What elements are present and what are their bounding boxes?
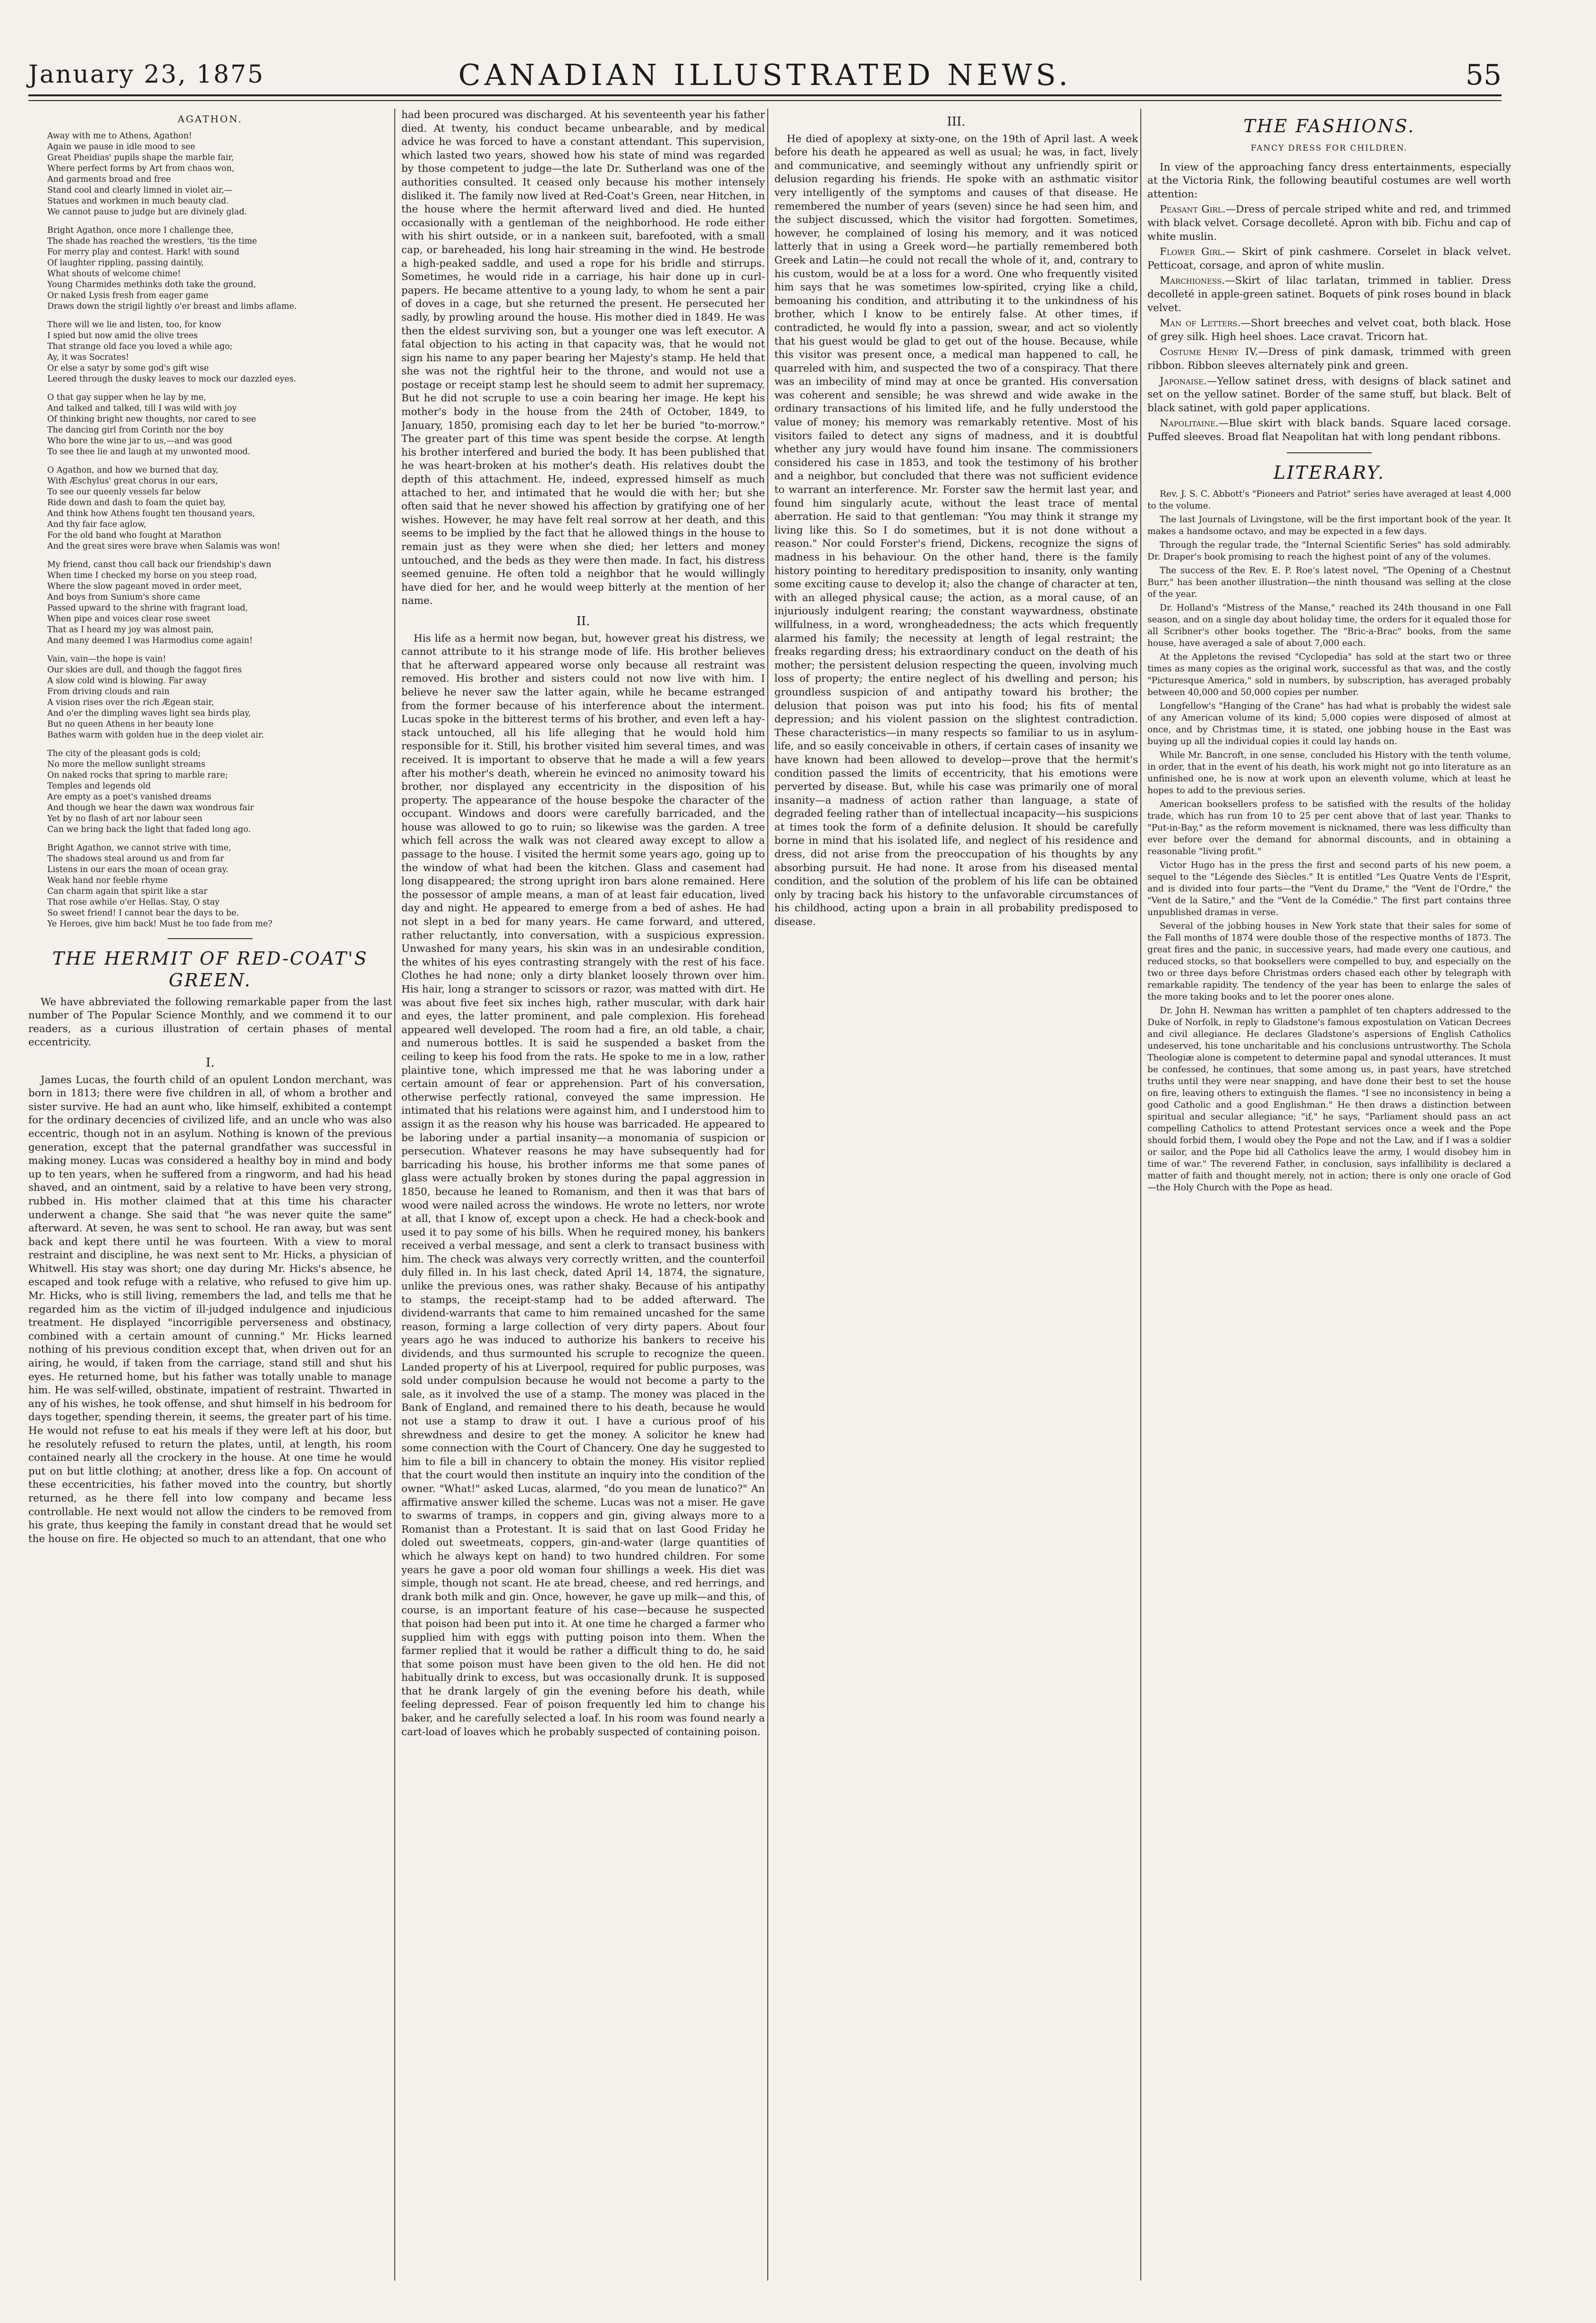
- poem-line: For merry play and contest. Hark! with sound: [47, 247, 240, 257]
- poem-line: The shadows steal around us and from far: [47, 854, 224, 864]
- poem-line: From driving clouds and rain: [47, 687, 170, 696]
- poem-line: And garments broad and free: [47, 174, 171, 184]
- literary-list: [1147, 488, 1511, 1194]
- poem-line: Statues and workmen in much beauty clad.: [47, 196, 229, 206]
- literary-note: Rev. J. S. C. Abbott's "Pioneers and Patriot" series have averaged at least 4,000 to the volume.: [1147, 489, 1511, 511]
- fashion-item-name: Japonaise.: [1160, 375, 1207, 387]
- poem-stanza: [47, 392, 392, 458]
- poem-line: Ye Heroes, give him back! Must he too fade from me?: [47, 919, 272, 929]
- fashion-item-text: —Blue skirt with black bands. Square laced corsage. Puffed sleeves. Broad flat Neapolitan hat with long pendant ribbons.: [1147, 417, 1511, 443]
- literary-note: Victor Hugo has in the press the first and second parts of his new poem, a sequel to the "Légende des Siècles." It is entitled "Les Quatre Vents de l'Esprit, and is divided into four parts—the "Vent du Drame," the "Vent de l'Ordre," the "Vent de la Satire," and the "Vent de la Comédie." The first part contains three unpublished dramas in verse.: [1147, 860, 1511, 918]
- poem-line: There will we lie and listen, too, for know: [47, 320, 221, 330]
- poem-line: Yet by no flash of art nor labour seen: [47, 814, 203, 823]
- poem-line: Are empty as a poet's vanished dreams: [47, 792, 212, 802]
- fashion-item: [1147, 203, 1511, 244]
- poem-stanza: [47, 465, 392, 552]
- poem-line: A slow cold wind is blowing. Far away: [47, 676, 207, 686]
- poem-line: And thy fair face aglow,: [47, 519, 146, 529]
- poem-line: Ay, it was Socrates!: [47, 352, 129, 362]
- fashions-intro: In view of the approaching fancy dress entertainments, especially at the Victoria Rink, the following beautiful costumes are well worth attention:: [1147, 161, 1511, 200]
- poem-agathon: [47, 131, 392, 930]
- column-divider: [767, 109, 768, 2281]
- literary-note: The success of the Rev. E. P. Roe's latest novel, "The Opening of a Chestnut Burr," has been another illustration—the ninth thousand was selling at the close of the year.: [1147, 566, 1511, 600]
- poem-line: The shade has reached the wrestlers, 'tis the time: [47, 236, 257, 246]
- fashion-item: [1147, 317, 1511, 344]
- section-numeral: III.: [947, 115, 966, 129]
- poem-stanza: [47, 843, 392, 930]
- poem-line: Who bore the wine jar to us,—and was good: [47, 436, 232, 446]
- masthead-rule: [28, 94, 1502, 101]
- poem-line: O Agathon, and how we burned that day,: [47, 465, 219, 475]
- section-separator: [1287, 452, 1372, 453]
- poem-line: Vain, vain—the hope is vain!: [47, 654, 166, 664]
- fashion-item-name: Napolitaine.: [1160, 417, 1219, 430]
- section-title-literary: LITERARY.: [1273, 462, 1385, 483]
- article-paragraph: James Lucas, the fourth child of an opulent London merchant, was born in 1813; there were five children in all, of whom a brother and sister survive. He had an aunt who, like himself, exhibited a contempt for the ordinary decencies of civilized life, and an uncle who was also eccentric, though not in an asylum. Nothing is known of the previous generation, except that the paternal grandfather was successful in making money. Lucas was considered a healthy boy in mind and body up to ten years, when he suffered from a ringworm, and had his head shaved, and an ointment, said by a relative to have been very strong, rubbed in. His mother claimed that at this time his character underwent a change. She said that "he was never quite the same" afterward. At seven, he was sent to school. He ran away, but was sent back and kept there until he was fourteen. With a view to moral restraint and discipline, he was next sent to Mr. Hicks, a physician of Whitwell. His stay was short; one day during Mr. Hicks's absence, he escaped and took refuge with a relative, who refused to give him up. Mr. Hicks, who is still living, remembers the lad, and tells me that he regarded him as the victim of ill-judged indulgence and injudicious treatment. He displayed "incorrigible perverseness and obstinacy, combined with a certain amount of cunning." Mr. Hicks learned nothing of his previous condition except that, when driven out for an airing, he would, if taken from the carriage, stand still and shut his eyes. He returned home, but his father was totally unable to manage him. He was self-willed, obstinate, impatient of restraint. Thwarted in any of his wishes, he took offense, and shut himself in his bedroom for days together, spending therein, it seems, the greater part of his time. He would not refuse to eat his meals if they were left at his door, but he resolutely refused to return the plates, until, at length, his room contained nearly all the crockery in the house. At one time he would put on but little clothing; at another, dress like a fop. On account of these eccentricities, his father moved into the country, but shortly returned, as he there fell into low company and became less controllable. He next would not allow the cinders to be removed from his grate, thus keeping the family in constant dread that he would set the house on fire. He objected so much to an attendant, that one who: [28, 1074, 392, 1545]
- fashion-item-text: — Skirt of pink cashmere. Corselet in black velvet. Petticoat, corsage, and apron of white muslin.: [1147, 246, 1511, 271]
- poem-stanza: [47, 654, 392, 741]
- literary-note: Longfellow's "Hanging of the Crane" has had what is probably the widest sale of any American volume of its kind; 5,000 copies were disposed of almost at once, and by Christmas time, it is stated, one jobbing house in the East was buying up all the individual copies it could lay hands on.: [1147, 701, 1511, 747]
- poem-line: Ride down and dash to foam the quiet bay,: [47, 498, 226, 508]
- article-intro: We have abbreviated the following remarkable paper from the last number of The Popular Science Monthly, and we commend it to our readers, as a curious illustration of certain phases of mental eccentricity.: [28, 996, 392, 1049]
- column-1: [28, 109, 392, 2299]
- poem-line: Again we pause in idle mood to see: [47, 142, 195, 152]
- poem-line: But no queen Athens in her beauty lone: [47, 719, 214, 729]
- poem-line: Bathes warm with golden hue in the deep violet air.: [47, 730, 264, 740]
- poem-line: And talked and talked, till I was wild with joy: [47, 403, 237, 413]
- poem-line: Draws down the strigil lightly o'er breast and limbs aflame.: [47, 301, 297, 311]
- poem-stanza: [47, 748, 392, 835]
- literary-note: Through the regular trade, the "Internal Scientific Series" has sold admirably. Dr. Draper's book promising to reach the highest point of any of the volumes.: [1147, 540, 1511, 562]
- poem-line: Or else a satyr by some god's gift wise: [47, 363, 209, 373]
- section-numeral: I.: [205, 1055, 215, 1070]
- poem-line: I spied but now amid the olive trees: [47, 331, 198, 340]
- fashion-item: [1147, 346, 1511, 373]
- column-divider: [394, 109, 395, 2281]
- poem-line: And many deemed I was Harmodius come again!: [47, 636, 253, 645]
- section-separator: [168, 938, 253, 939]
- fashion-item-name: Costume Henry IV.: [1160, 346, 1258, 358]
- poem-line: Of thinking bright new thoughts, nor cared to see: [47, 414, 256, 424]
- fashion-item-name: Peasant Girl.: [1160, 203, 1226, 216]
- poem-line: Leered through the dusky leaves to mock our dazzled eyes.: [47, 374, 297, 384]
- poem-line: Bright Agathon, we cannot strive with time,: [47, 843, 231, 853]
- article-paragraph: His life as a hermit now began, but, however great his distress, we cannot attribute to it his strange mode of life. His brother believes that he afterward appeared worse only because all restraint was removed. His brother and sisters could not now live with him. I believe he never saw the latter again, while he became estranged from the former because of his interference about the interment. Lucas spoke in the bitterest terms of his brother, and even left a hay-stack untouched, all his life alleging that he would hold him responsible for it. Still, his brother visited him several times, and was received. It is important to observe that he made a will a few years after his mother's death, wherein he evinced no animosity toward his brother, nor displayed any eccentricity in the disposition of his property. The appearance of the house bespoke the character of the occupant. Windows and doors were carefully barricaded, and the house was allowed to go to ruin; so likewise was the garden. A tree which fell across the walk was not cleared away except to allow a passage to the house. I visited the hermit some years ago, going up to the window of what had been the kitchen. Glass and casement had long disappeared; the strong upright iron bars alone remained. Here the possessor of ample means, a man of at least fair education, lived day and night. He appeared to emerge from a bed of ashes. He had not slept in a bed for many years. He came forward, and uttered, rather reluctantly, into conversation, with a suspicious expression. Unwashed for many years, his skin was in an undesirable condition, the whites of his eyes contrasting strangely with the rest of his face. Clothes he had none; only a dirty blanket loosely thrown over him. His hair, long a stranger to scissors or razor, was matted with dirt. He was about five feet six inches high, rather muscular, with dark hair and eyes, the latter prominent, and pale complexion. His forehead appeared well developed. The room had a fire, an old table, a chair, and numerous bottles. It is said he suspended a basket from the ceiling to keep his food from the rats. He spoke to me in a low, rather plaintive tone, which impressed me that he was laboring under a certain amount of fear or apprehension. Part of his conversation, otherwise perfectly rational, conveyed the same impression. He intimated that his relations were against him, and I understood him to assign it as the reason why his house was barricaded. He appeared to be laboring under a partial insanity—a monomania of suspicion or persecution. Whatever reasons he may have subsequently had for barricading his house, his brother informs me that some panes of glass were actually broken by stones during the papal aggression in 1850, because he leaned to Romanism, and then it was that bars of wood were nailed across the windows. He wrote no letters, nor wrote at all, that I know of, except upon a check. He had a check-book and used it to pay some of his bills. When he required money, his bankers received a verbal message, and sent a clerk to transact business with him. The check was always very correctly written, and the counterfoil duly filled in. In his last check, dated April 14, 1874, the signature, unlike the previous ones, was rather shaky. Because of his antipathy to stamps, the receipt-stamp had to be added afterward. The dividend-warrants that came to him remained uncashed for the same reason, forming a large collection of very dirty papers. About four years ago he was induced to authorize his bankers to receive his dividends, and thus surmounted his scruple to recognize the queen. Landed property of his at Liverpool, required for public purposes, was sold under compulsion because he would not become a party to the sale, as it involved the use of a stamp. The money was placed in the Bank of England, and remained there to his death, because he would not use a stamp to draw it out. I have a curious proof of his shrewdness and desire to get the money. A solicitor he knew had some connection with the Court of Chancery. One day he suggested to him to file a bill in chancery to obtain the money. His visitor replied that the court would then institute an inquiry into the condition of the owner. "What!" asked Lucas, alarmed, "do you mean de lunatico?" An affirmative answer killed the scheme. Lucas was not a miser. He gave to swarms of tramps, in coppers and gin, giving always more to a Romanist than a Protestant. It is said that on last Good Friday he doled out sweetmeats, coppers, gin-and-water (large quantities of which he always kept on hand) to two hundred children. For some years he gave a poor old woman four shillings a week. His diet was simple, though not scant. He ate bread, cheese, and red herrings, and drank both milk and gin. Once, however, he gave up milk—and this, of course, is an important feature of his case—because he suspected that poison had been put into it. At one time he charged a farmer who supplied him with eggs with putting poison into them. When the farmer replied that it would be rather a difficult thing to do, he said that some poison must have been given to the old hen. He did not habitually drink to excess, but was occasionally drunk. It is supposed that he drank largely of gin the evening before his death, while feeling depressed. Fear of poison frequently led him to change his baker, and he carefully selected a loaf. In his room was found nearly a cart-load of loaves which he probably suspected of containing poison.: [401, 632, 765, 1738]
- literary-note: At the Appletons the revised "Cyclopedia" has sold at the start two or three times as many copies as the original work, successful as that was, and the costly "Picturesque America," sold in numbers, by subscription, has averaged probably between 40,000 and 50,000 copies per number.: [1147, 652, 1511, 698]
- literary-note: While Mr. Bancroft, in one sense, concluded his History with the tenth volume, in order, that in the event of his death, his work might not go into literature as an unfinished one, he is now at work upon an eleventh volume, which at least he hopes to add to the previous series.: [1147, 750, 1511, 796]
- poem-line: O that gay supper when he lay by me,: [47, 392, 206, 402]
- poem-line: Young Charmides methinks doth take the ground,: [47, 280, 256, 289]
- literary-note: Dr. Holland's "Mistress of the Manse," reached its 24th thousand in one Fall season, and on a single day about holiday time, the orders for it equaled those for all Scribner's other books together. The "Bric-a-Brac" books, from the same house, have averaged a sale of about 7,000 each.: [1147, 603, 1511, 649]
- poem-line: Temples and legends old: [47, 781, 151, 791]
- fashion-list: [1147, 203, 1511, 444]
- poem-line: The city of the pleasant gods is cold;: [47, 748, 201, 758]
- column-3: [774, 109, 1138, 2299]
- poem-line: And the great sires were brave when Salamis was won!: [47, 541, 280, 551]
- poem-line: For the old band who fought at Marathon: [47, 530, 221, 540]
- poem-title: AGATHON.: [178, 113, 243, 125]
- section-title-fashions: THE FASHIONS.: [1243, 116, 1415, 136]
- poem-line: So sweet friend! I cannot bear the days to be.: [47, 908, 239, 918]
- poem-line: Stand cool and clearly limned in violet air,—: [47, 185, 233, 195]
- poem-stanza: [47, 131, 392, 218]
- poem-stanza: [47, 225, 392, 312]
- poem-line: That strange old face you loved a while ago;: [47, 341, 233, 351]
- fashion-item: [1147, 274, 1511, 315]
- issue-date: January 23, 1875: [28, 60, 265, 89]
- fashion-item-name: Flower Girl.: [1160, 246, 1226, 258]
- fashion-item-text: —Dress of percale striped white and red, and trimmed with black velvet. Corsage decolleté. Apron with bib. Fichu and cap of white muslin.: [1147, 203, 1511, 243]
- poem-line: My friend, canst thou call back our friendship's dawn: [47, 560, 272, 569]
- fashion-item: [1147, 246, 1511, 272]
- masthead: [28, 52, 1502, 94]
- poem-stanza: [47, 560, 392, 646]
- poem-line: What shouts of welcome chime!: [47, 269, 181, 279]
- article-paragraph: had been procured was discharged. At his seventeenth year his father died. At twenty, his conduct became unbearable, and by medical advice he was forced to have a constant attendant. This supervision, which lasted two years, showed how his state of mind was regarded by those competent to judge—the late Dr. Sutherland was one of the authorities consulted. It ceased only because his mother intensely disliked it. The family now lived at Red-Coat's Green, near Hitchen, in the house where the hermit afterward lived and died. He hunted occasionally with a gentleman of the neighborhood. He rode either with his shirt outside, or in a nankeen suit, barefooted, with a small cap, or bareheaded, his long hair streaming in the wind. He bestrode a high-peaked saddle, and used a rope for his bridle and stirrups. Sometimes, he would ride in a carriage, his hair done up in curl-papers. He became attentive to a young lady, to whom he sent a pair of doves in a cage, but she returned the present. He persecuted her sadly, by prowling around the house. His mother died in 1849. He was then the eldest surviving son, but a younger one was left executor. A fatal objection to his acting in that capacity was, that he would not sign his name to any paper bearing her Majesty's stamp. He held that she was not the rightful heir to the throne, and would not use a postage or receipt stamp lest he should seem to admit her supremacy. But he did not scruple to use a coin bearing her image. He kept his mother's body in the house from the 24th of October, 1849, to January, 1850, promising each day to let her be buried "to-morrow." The greater part of this time was spent beside the corpse. At length his brother interfered and buried the body. It has been published that he was heart-broken at his mother's death. His relatives doubt the depth of this attachment. He, indeed, expressed himself as much attached to her, and intimated that he would die with her; but she often said that he never showed his affection by gratifying one of her wishes. However, he may have felt real sorrow at her death, and this seems to be implied by the fact that he allowed things in the house to remain just as they were when she died; her letters and money untouched, and the beds as they were then made. In fact, his distress seemed genuine. He often told a neighbor that he would willingly have died for her, and he would weep bitterly at the mention of her name.: [401, 109, 765, 607]
- fashion-item-text: —Dress of pink damask, trimmed with green ribbon. Ribbon sleeves alternately pink and green.: [1147, 346, 1511, 372]
- fashion-item-text: —Skirt of lilac tarlatan, trimmed in tablier. Dress decolleté in apple-green satinet. Boquets of pink roses bound in black velvet.: [1147, 275, 1511, 314]
- poem-stanza: [47, 320, 392, 385]
- section-numeral: II.: [576, 614, 590, 628]
- poem-line: When time I checked my horse on you steep road,: [47, 570, 257, 580]
- poem-line: Where perfect forms by Art from chaos won,: [47, 163, 235, 173]
- poem-line: Great Pheidias' pupils shape the marble fair,: [47, 153, 234, 162]
- poem-line: And o'er the dimpling waves light sea birds play,: [47, 708, 251, 718]
- literary-note: The last Journals of Livingstone, will be the first important book of the year. It makes a handsome octavo, and may be expected in a few days.: [1147, 515, 1511, 537]
- poem-line: Or naked Lysis fresh from eager game: [47, 290, 209, 300]
- column-4: [1147, 109, 1511, 2299]
- poem-line: And boys from Sunium's shore came: [47, 592, 200, 602]
- literary-note: Several of the jobbing houses in New York state that their sales for some of the Fall months of 1874 were double those of the respective months of 1873. The great fires and the panic, in successive years, had made every one cautious, and reduced stocks, so that booksellers were compelled to buy, and especially on the two or three days before Christmas orders chased each other by telegraph with remarkable rapidity. The tendency of the year has been to enlarge the sales of the more taking books and to let the poorer ones alone.: [1147, 921, 1511, 1002]
- poem-line: The dancing girl from Corinth nor the boy: [47, 425, 224, 435]
- poem-line: Where the slow pageant moved in order meet,: [47, 581, 242, 591]
- poem-line: On naked rocks that spring to marble rare;: [47, 770, 228, 780]
- poem-line: A vision rises over the rich Ægean stair,: [47, 697, 214, 707]
- literary-note: American booksellers profess to be satisfied with the results of the holiday trade, which has run from 10 to 25 per cent above that of last year. Thanks to "Put-in-Bay," as the reform movement is nicknamed, there was less difficulty than ever before over the demand for abnormal discounts, and in obtaining a reasonable "living profit.": [1147, 799, 1511, 857]
- poem-line: Can charm again that spirit like a star: [47, 886, 208, 896]
- newspaper-title: CANADIAN ILLUSTRATED NEWS.: [458, 58, 1072, 92]
- fashion-item: [1147, 375, 1511, 415]
- article-paragraph: He died of apoplexy at sixty-one, on the 19th of April last. A week before his death he appeared as well as usual; he was, in fact, lively and communicative, and seemingly without any unfriendly spirit or delusion regarding his friends. He spoke with an asthmatic visitor very intelligently of the symptoms and causes of that disease. He remembered the number of years (seven) since he had seen him, and the subject discussed, which the visitor had forgotten. Sometimes, however, he complained of losing his memory, and it was noticed latterly that in using a Greek word—he partially remembered both Greek and Latin—he could not recall the whole of it, and, contrary to his custom, would be at a loss for a word. One who frequently visited him says that he was sometimes low-spirited, crying like a child, bemoaning his condition, and attributing it to the unkindness of his brother, which I know to be entirely false. At other times, if contradicted, he would fly into a passion, swear, and act so violently that his guest would be glad to get out of the house. Because, while this visitor was present once, a medical man happened to call, he quarreled with him, and suspected the two of a conspiracy. That there was an imbecility of mind may at once be granted. His conversation was coherent and sensible; he was shrewd and wide awake in the ordinary transactions of his limited life, and he fully understood the value of money; his memory was remarkably retentive. Most of his visitors failed to detect any signs of madness, and it is doubtful whether any jury would have found him insane. The commissioners considered his case in 1853, and took the testimony of his brother and a neighbor, but concluded that there was not sufficient evidence to warrant an interference. Mr. Forster saw the hermit last year, and found him singularly acute, without the least trace of mental aberration. He said to that gentleman: "You may think it strange my living like this. So I do sometimes, but it is not done without a reason." Nor could Forster's friend, Dickens, recognize the signs of madness in his behaviour. On the other hand, there is the family history pointing to hereditary predisposition to insanity, only wanting some exciting cause to develop it; also the change of character at ten, with an alleged physical cause; the action, as a moral cause, of an injuriously indulgent rearing; the constant waywardness, obstinate willfulness, in a word, wrongheadedness; the acts which frequently alarmed his family; the necessity at length of legal restraint; the freaks regarding dress; his extraordinary conduct on the death of his mother; the persistent delusion respecting the queen, involving much loss of property; the entire neglect of his dwelling and person; his groundless suspicion of and antipathy toward his brother; the delusion that poison was put into his food; his fits of mental depression; and his violent passion on the slightest contradiction. These characteristics—in many respects so familiar to us in asylum-life, and so easily conceivable in others, if certain cases of insanity we have known had been allowed to develop—prove that the hermit's condition passed the limits of eccentricity, that his emotions were perverted by disease. But, while his case was primarily one of moral insanity—a madness of action rather than language, a state of degraded feeling rather than of intellectual incapacity—his suspicions at times took the form of a definite delusion. It should be carefully borne in mind that his isolated life, and neglect of his residence and dress, did not arise from the preoccupation of his thoughts by any absorbing pursuit. He had none. It arose from his diseased mental condition, and the solution of the problem of his life can be obtained only by tracing back his history to the unfavorable circumstances of his childhood, acting upon a brain in all probability predisposed to disease.: [774, 133, 1138, 928]
- poem-line: Can we bring back the light that faded long ago.: [47, 824, 251, 834]
- literary-note: Dr. John H. Newman has written a pamphlet of ten chapters addressed to the Duke of Norfolk, in reply to Gladstone's famous expostulation on Vatican Decrees and civil allegiance. He declares Gladstone's aspersions of English Catholics undeserved, his tone uncharitable and his conclusions untrustworthy. The Schola Theologiæ alone is competent to determine papal and synodal utterances. It must be confessed, he continues, that some among us, in past years, have stretched truths until they were near snapping, and have done their best to set the house on fire, leaving others to extinguish the flames. "I see no inconsistency in being a good Catholic and a good Englishman." He then draws a distinction between spiritual and secular allegiance; "if," he says, "Parliament should pass an act compelling Catholics to attend Protestant services once a week and the Pope should forbid them, I would obey the Pope and not the Law, and if I was a soldier or sailor, and the Pope bid all Catholics leave the army, I would disobey him in time of war." The reverend Father, in conclusion, says infallibility is declared a matter of faith and thought merely, not in action; there is only one oracle of God—the Holy Church with the Pope as head.: [1147, 1006, 1511, 1193]
- section-subtitle: FANCY DRESS FOR CHILDREN.: [1250, 144, 1408, 153]
- fashion-item: [1147, 417, 1511, 444]
- poem-line: That rose awhile o'er Hellas. Stay, O stay: [47, 897, 220, 907]
- poem-line: We cannot pause to judge but are divinely glad.: [47, 207, 247, 217]
- poem-line: Listens in our ears the moan of ocean gray.: [47, 865, 229, 874]
- poem-line: To see our queenly vessels far below: [47, 487, 201, 497]
- poem-line: Of laughter rippling, passing daintily,: [47, 258, 204, 268]
- poem-line: Our skies are dull, and though the faggot fires: [47, 665, 242, 675]
- fashion-item-name: Marchioness.: [1160, 275, 1225, 287]
- poem-line: And though we hear the dawn wax wondrous fair: [47, 803, 254, 813]
- column-2: [401, 109, 765, 2299]
- poem-line: Passed upward to the shrine with fragrant load,: [47, 603, 248, 613]
- poem-line: Away with me to Athens, Agathon!: [47, 131, 192, 141]
- poem-line: No more the mellow sunlight streams: [47, 759, 205, 769]
- fashion-item-name: Man of Letters.: [1160, 317, 1241, 330]
- poem-line: To see thee lie and laugh at my unwonted mood.: [47, 447, 251, 457]
- poem-line: Bright Agathon, once more I challenge thee,: [47, 225, 234, 235]
- page-number: 55: [1465, 59, 1502, 92]
- fashion-item-text: —Yellow satinet dress, with designs of black satinet and set on the yellow satinet. Border of the same stuff, but black. Belt of black satinet, with gold paper applications.: [1147, 375, 1511, 414]
- article-title-hermit: THE HERMIT OF RED-COAT'S GREEN.: [52, 948, 368, 991]
- poem-line: When pipe and voices clear rose sweet: [47, 614, 211, 624]
- fashion-item-text: —Short breeches and velvet coat, both black. Hose of grey silk. High heel shoes. Lace cravat. Tricorn hat.: [1147, 317, 1511, 343]
- column-divider: [1140, 109, 1141, 2281]
- poem-line: With Æschylus' great chorus in our ears,: [47, 476, 218, 486]
- poem-line: That as I heard my joy was almost pain,: [47, 625, 214, 635]
- poem-line: And think how Athens fought ten thousand years,: [47, 509, 255, 518]
- poem-line: Weak hand nor feeble rhyme: [47, 875, 168, 885]
